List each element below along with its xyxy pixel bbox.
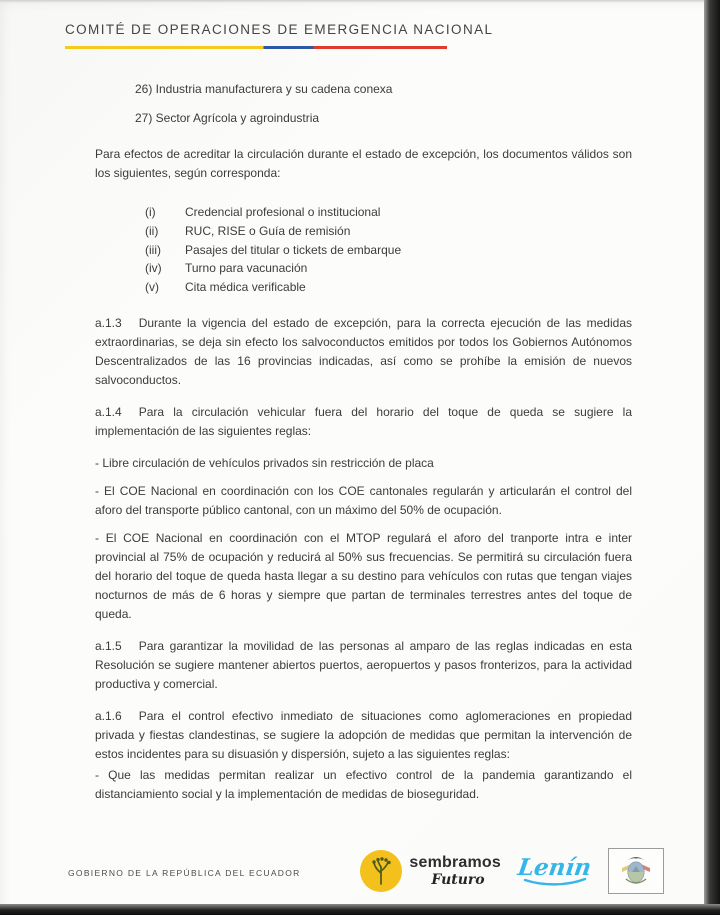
list-item-text: Cita médica verificable [185,280,306,295]
list-item-label: (iv) [145,261,162,276]
paragraph-label: a.1.5 [95,638,122,653]
ecuador-flag-divider [65,46,447,49]
list-item [145,259,632,278]
list-item-text: Turno para vacunación [185,261,308,276]
paragraph-a16 [95,707,632,764]
government-label: GOBIERNO DE LA REPÚBLICA DEL ECUADOR [68,868,301,878]
list-item [145,278,632,297]
paragraph-a14 [95,403,632,441]
list-item-label: (ii) [145,223,159,238]
paragraph-rule [95,766,632,804]
sembramos-futuro-logo [360,850,501,892]
futuro-text: Futuro [431,872,485,888]
paragraph-rule [95,482,632,520]
scan-edge-bottom [0,904,720,915]
paragraph-text: - Libre circulación de vehículos privados sin restricción de placa [95,455,434,470]
list-item [145,241,632,260]
ecuador-coat-of-arms-icon [608,848,664,894]
lenin-signature-logo [518,856,591,886]
paragraph-intro: Para efectos de acreditar la circulación durante el estado de excepción, los documentos válidos son los siguientes, según corresponda: [95,147,632,180]
footer-logos [360,848,664,894]
roman-numeral-list [145,203,632,297]
document-header [65,22,493,49]
paragraph-text: - El COE Nacional en coordinación con los COE cantonales regularán y articularán el control del aforo del transporte público cantonal, con un máximo del 50% de ocupación. [95,483,632,517]
list-item-label: (iii) [145,242,161,257]
scan-edge-top [0,0,720,3]
lenin-text: Lenín [516,854,593,881]
numbered-item: 26) Industria manufacturera y su cadena conexa [135,82,393,96]
paragraph-rule [95,454,632,473]
list-item-text: Pasajes del titular o tickets de embarque [185,242,402,257]
paragraph-label: a.1.3 [95,315,122,330]
page-title: COMITÉ DE OPERACIONES DE EMERGENCIA NACIONAL [65,22,494,37]
list-item-text: Credencial profesional o institucional [185,205,381,219]
paragraph-rule [95,529,632,624]
list-item [145,222,632,241]
paragraph-text: - El COE Nacional en coordinación con el MTOP regulará el aforo del tranporte intra e inter provincial al 75% de ocupación y reducirá al 50% sus frecuencias. Se permitirá su circulación fuera del horario del toque de queda hasta llegar a su destino para vehículos con rutas que tengan viajes nocturnos de más de 6 horas y siempre que partan de terminales terrestres antes del toque de queda. [95,530,632,621]
scan-edge-right [704,0,720,915]
paragraph-text: Durante la vigencia del estado de excepción, para la correcta ejecución de las medidas extraordinarias, se deja sin efecto los salvoconductos emitidos por todos los Gobiernos Autónomos Descentralizados de las 16 provincias indicadas, así como se prohíbe la emisión de nuevos salvoconductos. [95,315,632,387]
list-item-text: RUC, RISE o Guía de remisión [185,223,351,238]
list-item [145,203,632,222]
paragraph-a13 [95,314,632,390]
paragraph-text: - Que las medidas permitan realizar un efectivo control de la pandemia garantizando el distanciamiento social y la implementación de medidas de bioseguridad. [95,767,632,801]
document-footer [0,834,720,904]
paragraph-label: a.1.4 [95,404,122,419]
paragraph-text: Para garantizar la movilidad de las personas al amparo de las reglas indicadas en esta Resolución se sugiere mantener abiertos puertos, aeropuertos y pasos fronterizos, para la actividad productiva y comercial. [95,638,632,691]
list-item-label: (i) [145,205,156,219]
tree-icon [360,850,402,892]
paragraph-label: a.1.6 [95,708,122,723]
paragraph-text: Para el control efectivo inmediato de situaciones como aglomeraciones en propiedad privada y fiestas clandestinas, se sugiere la adopción de medidas que permitan la intervención de estos incidentes para su disuasión y dispersión, sujeto a las siguientes reglas: [95,708,632,761]
paragraph-a15 [95,637,632,694]
document-body [95,80,632,817]
sembramos-wordmark [409,855,501,887]
list-item-label: (v) [145,280,159,295]
paragraph-text: Para la circulación vehicular fuera del horario del toque de queda se sugiere la implementación de las siguientes reglas: [95,404,632,438]
numbered-item: 27) Sector Agrícola y agroindustria [135,111,320,125]
sembramos-text: sembramos [409,854,501,871]
